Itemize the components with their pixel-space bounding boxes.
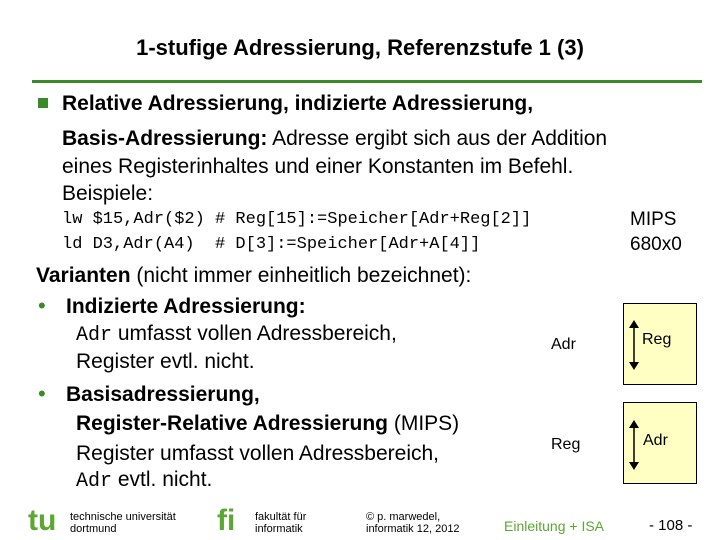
fi-logo: fi: [217, 504, 236, 537]
footer-faculty: [255, 511, 306, 535]
variant-1-title: Indizierte Adressierung:: [66, 295, 306, 318]
footer-faculty-line-2: informatik: [255, 523, 303, 535]
diagram-1-box-label: Reg: [642, 331, 672, 348]
variant-2-text: evtl. nicht.: [112, 468, 213, 491]
diagram-2-arrow-icon: [628, 420, 640, 470]
variant-2-line-3: [76, 466, 212, 496]
diagram-2-box-label: Adr: [643, 432, 668, 449]
intro-line-4: Beispiele:: [62, 182, 154, 205]
register-relative-label: Register-Relative Adressierung: [76, 412, 388, 435]
tu-logo: tu: [28, 504, 57, 537]
variant-2-title: Basisadressierung,: [66, 383, 260, 406]
bullet-dot-icon: •: [38, 381, 46, 406]
bullet-square-icon: [38, 98, 48, 108]
example-code-2: ld D3,Adr(A4) # D[3]:=Speicher[Adr+A[4]]: [62, 235, 481, 254]
footer-uni-line-2: dortmund: [70, 523, 117, 535]
intro-line-2: [62, 125, 607, 153]
example-arch-1: MIPS: [630, 209, 677, 230]
variant-2-line-1: [76, 410, 459, 438]
footer-section: Einleitung + ISA: [504, 518, 605, 534]
variant-1-text: umfasst vollen Adressbereich,: [112, 322, 397, 345]
footer-copyright-line-1: © p. marwedel,: [366, 511, 441, 523]
variants-heading-bold: Varianten: [36, 264, 131, 287]
variants-heading-rest: (nicht immer einheitlich bezeichnet):: [130, 264, 472, 287]
variants-heading: [36, 262, 471, 290]
variant-2-line-2: Register umfasst vollen Adressbereich,: [76, 442, 439, 465]
adr-code: Adr: [76, 324, 113, 347]
variant-1-line-1: [76, 320, 397, 350]
intro-line-3: eines Registerinhaltes und einer Konstanten im Befehl.: [62, 155, 574, 178]
intro-line-1: Relative Adressierung, indizierte Adressierung,: [62, 92, 534, 115]
diagram-1-left-label: Adr: [551, 336, 576, 353]
intro-line-2-rest: Adresse ergibt sich aus der Addition: [267, 127, 608, 150]
footer-page-number: - 108 -: [649, 517, 693, 534]
footer-uni: [70, 511, 176, 535]
diagram-2-left-label: Reg: [551, 436, 581, 453]
adr-code: Adr: [76, 470, 113, 493]
basis-adressierung-label: Basis-Adressierung:: [62, 127, 268, 150]
mips-paren: (MIPS): [388, 412, 460, 435]
example-code-1: lw $15,Adr($2) # Reg[15]:=Speicher[Adr+Reg[2]]: [62, 210, 532, 229]
variant-1-line-2: Register evtl. nicht.: [76, 350, 255, 373]
diagram-1-arrow-icon: [628, 320, 640, 370]
footer-uni-line-1: technische universität: [70, 511, 176, 523]
footer-copyright: [366, 511, 460, 535]
bullet-dot-icon: •: [38, 293, 46, 318]
footer-faculty-line-1: fakultät für: [255, 511, 307, 523]
footer-copyright-line-2: informatik 12, 2012: [366, 523, 460, 535]
example-arch-2: 680x0: [630, 234, 682, 255]
page-title: 1-stufige Adressierung, Referenzstufe 1 (3): [136, 35, 584, 60]
title-divider: [32, 80, 702, 83]
